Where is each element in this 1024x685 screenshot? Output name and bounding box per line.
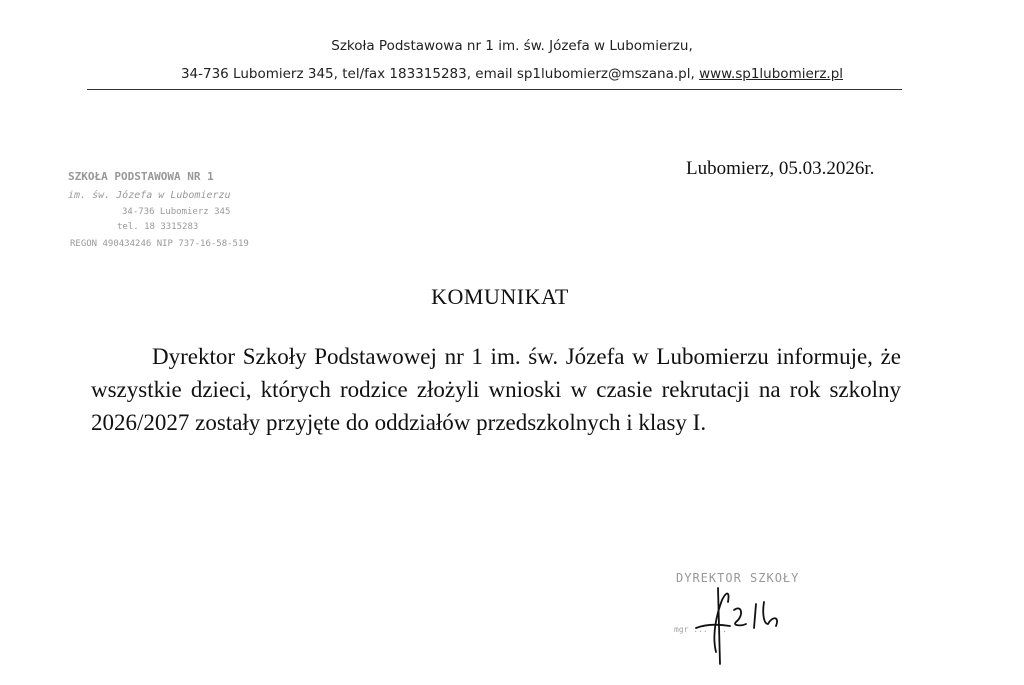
- letterhead-contact: [0, 66, 1024, 82]
- header-divider: [87, 89, 902, 90]
- school-stamp: [62, 158, 312, 258]
- stamp-line-1: SZKOŁA PODSTAWOWA NR 1: [68, 170, 214, 183]
- body-paragraph: Dyrektor Szkoły Podstawowej nr 1 im. św. Józefa w Lubomierzu informuje, że wszystkie dzieci, których rodzice złożyli wnioski w czasie rekrutacji na rok szkolny 2026/2027 zostały przyjęte do oddziałów przedszkolnych i klasy I.: [91, 344, 901, 435]
- director-signature: [672, 566, 872, 666]
- stamp-line-2: im. św. Józefa w Lubomierzu: [68, 190, 231, 201]
- stamp-line-3: 34-736 Lubomierz 345: [122, 207, 231, 217]
- stamp-line-5: REGON 490434246 NIP 737-16-58-519: [70, 239, 249, 249]
- stamp-line-4: tel. 18 3315283: [117, 222, 199, 232]
- letterhead-website-link[interactable]: www.sp1lubomierz.pl: [699, 66, 844, 82]
- document-date: Lubomierz, 05.03.2026r.: [686, 158, 875, 179]
- signature-stamp-top: DYREKTOR SZKOŁY: [676, 571, 800, 585]
- document-title: KOMUNIKAT: [431, 284, 569, 309]
- document-body: [91, 340, 901, 439]
- letterhead-school-name: Szkoła Podstawowa nr 1 im. św. Józefa w Lubomierzu,: [331, 38, 693, 54]
- signature-stamp-bottom: mgr ... ...: [674, 625, 727, 634]
- letterhead-address: 34-736 Lubomierz 345, tel/fax 183315283, email sp1lubomierz@mszana.pl,: [180, 66, 700, 82]
